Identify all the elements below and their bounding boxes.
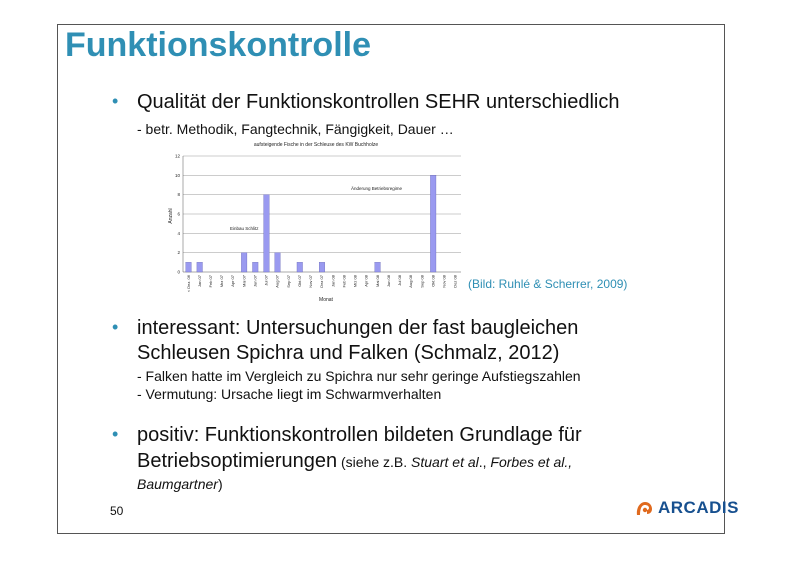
xtick-label-19: Jul 08 (397, 275, 403, 286)
xtick-label-20: Aug 08 (408, 275, 414, 288)
xtick-label-22: Okt 08 (430, 275, 436, 287)
bullet-1-sub: - betr. Methodik, Fangtechnik, Fängigkeit, Dauer … (137, 121, 454, 137)
bullet-3-main: Betriebsoptimierungen (137, 450, 338, 472)
xtick-label-3: Mrz 07 (219, 275, 225, 288)
ytick-label-8: 8 (177, 192, 180, 198)
bullet-1-marker: • (112, 91, 119, 111)
xtick-label-1: Jan 07 (196, 275, 202, 288)
ytick-label-2: 2 (177, 250, 180, 256)
bullet-3-line2 (137, 449, 572, 475)
arcadis-logo-text: ARCADIS (658, 498, 739, 517)
xtick-label-23: Nov 08 (441, 275, 447, 288)
bullet-2-line2: Schleusen Spichra und Falken (Schmalz, 2012) (137, 342, 560, 364)
xtick-label-2: Feb 07 (208, 275, 213, 288)
ytick-label-10: 10 (174, 172, 180, 178)
annotation-einbau-schlitz: Einbau Schlitz (230, 226, 259, 231)
bar-1 (197, 262, 203, 272)
bar-10 (297, 262, 303, 272)
arcadis-logo (634, 498, 739, 518)
bar-22 (430, 175, 436, 272)
bar-17 (375, 262, 381, 272)
bar-0 (186, 262, 192, 272)
xtick-label-8: Aug 07 (274, 275, 280, 288)
xtick-label-11: Nov 07 (308, 275, 314, 288)
ref-forbes: Forbes et al., (490, 454, 573, 470)
xtick-label-4: Apr 07 (230, 275, 236, 287)
bar-6 (253, 262, 259, 272)
xtick-label-24: Dez 08 (452, 275, 458, 288)
bar-12 (319, 262, 325, 272)
bullet-3-line3 (137, 475, 223, 493)
xtick-label-6: Jun 07 (252, 275, 258, 288)
xtick-label-17: Mai 08 (374, 275, 380, 288)
ytick-label-0: 0 (177, 269, 180, 275)
bullet-3-see: (siehe z.B. (337, 454, 412, 470)
xtick-label-16: Apr 08 (363, 275, 369, 287)
xtick-label-15: Mrz 08 (352, 275, 358, 288)
bullet-3-line1: positiv: Funktionskontrollen bildeten Grundlage für (137, 424, 582, 446)
arcadis-logo-icon (634, 499, 654, 517)
bullet-2-marker: • (112, 317, 119, 337)
xtick-label-5: Mai 07 (241, 275, 247, 288)
bullet-1-text: Qualität der Funktionskontrollen SEHR unterschiedlich (137, 91, 620, 113)
xtick-label-0: < Dez. 06 (185, 275, 191, 293)
xtick-label-18: Jun 08 (385, 275, 391, 288)
bullet-2-sub-2: - Vermutung: Ursache liegt im Schwarmverhalten (137, 386, 442, 402)
xtick-label-7: Jul 07 (263, 275, 269, 286)
annotation-aenderung-betriebsregime: Änderung Betriebsregime (351, 186, 403, 191)
ref-end: ) (217, 476, 223, 492)
chart-grid (175, 154, 461, 275)
image-caption: (Bild: Ruhlé & Scherrer, 2009) (468, 277, 628, 291)
xtick-label-9: Sep 07 (285, 275, 291, 288)
ref-stuart: Stuart et al (411, 454, 479, 470)
bar-7 (264, 195, 270, 272)
ytick-label-4: 4 (177, 230, 180, 236)
chart-xtick-labels (186, 274, 458, 292)
ytick-label-12: 12 (174, 153, 180, 159)
xtick-label-21: Sep 08 (419, 275, 425, 288)
bar-5 (241, 253, 247, 272)
xtick-label-14: Feb 08 (341, 275, 347, 288)
xtick-label-13: Jan 08 (330, 275, 336, 288)
ref-baumgartner: Baumgartner (137, 476, 218, 492)
chart-xlabel: Monat (319, 297, 333, 303)
xtick-label-12: Dez 07 (319, 275, 325, 288)
xtick-label-10: Okt 07 (296, 275, 302, 287)
bullet-2-sub-1: - Falken hatte im Vergleich zu Spichra nur sehr geringe Aufstiegszahlen (137, 368, 581, 384)
bullet-2-line1: interessant: Untersuchungen der fast baugleichen (137, 317, 579, 339)
chart-title: aufsteigende Fische in der Schleuse des KW Buchholze (253, 142, 379, 148)
chart-ylabel: Anzahl (168, 208, 174, 224)
ytick-label-6: 6 (177, 211, 180, 217)
slide-title: Funktionskontrolle (65, 26, 371, 64)
bullet-3-marker: • (112, 424, 119, 444)
page-number: 50 (110, 504, 124, 518)
ref-sep: ., (478, 454, 491, 470)
fish-chart (106, 120, 466, 310)
bar-8 (275, 253, 281, 272)
